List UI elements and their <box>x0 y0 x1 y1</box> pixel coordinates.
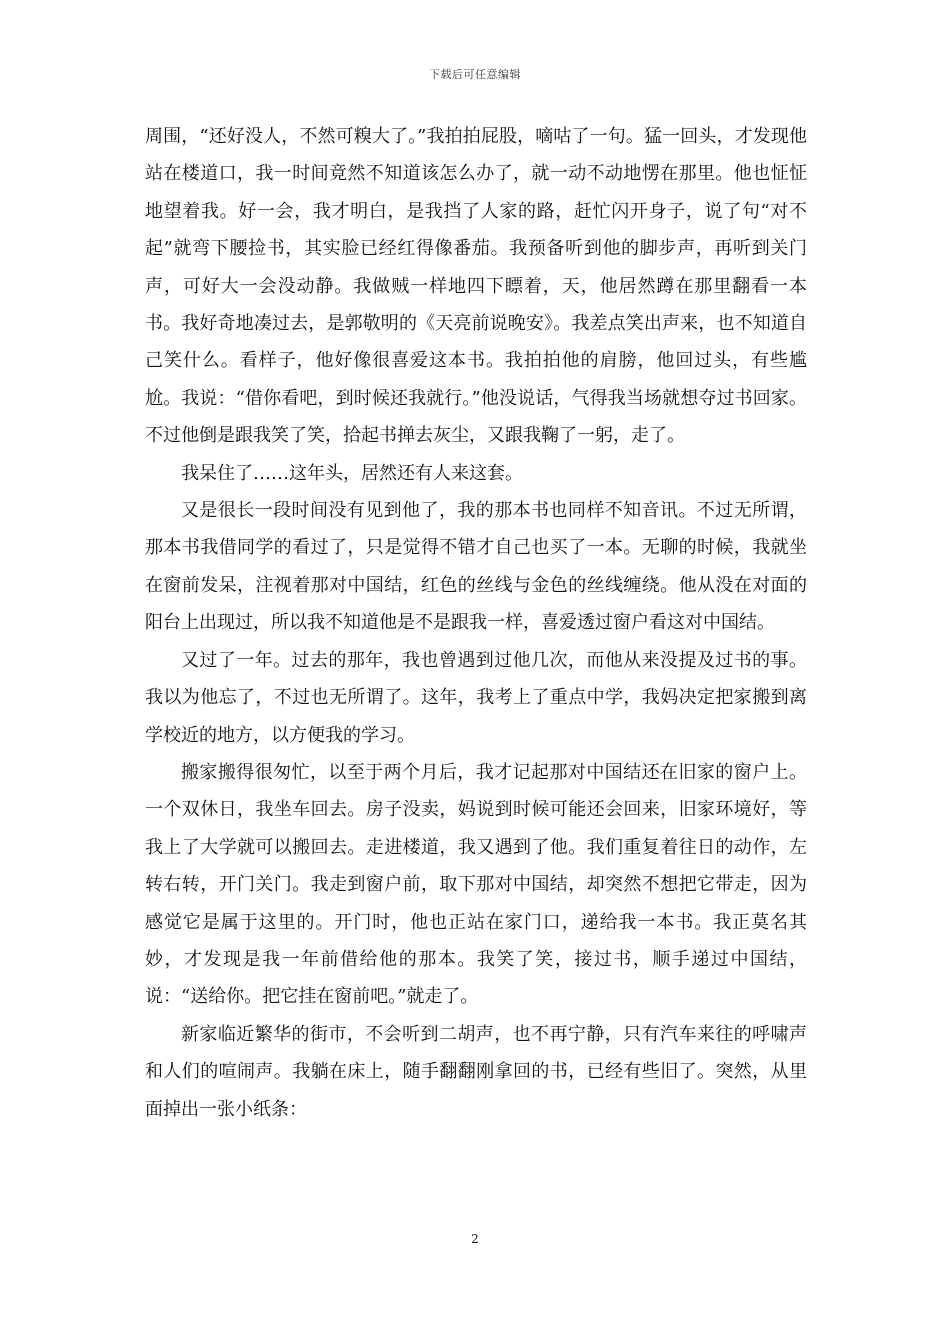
paragraph: 又是很长一段时间没有见到他了，我的那本书也同样不知音讯。不过无所谓，那本书我借同学的看过了，只是觉得不错才自己也买了一本。无聊的时候，我就坐在窗前发呆，注视着那对中国结，红色的丝线与金色的丝线缠绕。他从没在对面的阳台上出现过，所以我不知道他是不是跟我一样，喜爱透过窗户看这对中国结。 <box>145 500 807 634</box>
paragraph: 又过了一年。过去的那年，我也曾遇到过他几次，而他从来没提及过书的事。我以为他忘了，不过也无所谓了。这年，我考上了重点中学，我妈决定把家搬到离学校近的地方，以方便我的学习。 <box>145 649 807 746</box>
paragraph: 新家临近繁华的街市，不会听到二胡声，也不再宁静，只有汽车来往的呼啸声和人们的喧闹声。我躺在床上，随手翻翻刚拿回的书，已经有些旧了。突然，从里面掉出一张小纸条： <box>145 1023 807 1120</box>
paragraph: 我呆住了……这年头，居然还有人来这套。 <box>181 462 523 484</box>
page-number: 2 <box>471 1232 479 1246</box>
paragraph: 搬家搬得很匆忙，以至于两个月后，我才记起那对中国结还在旧家的窗户上。一个双休日，我坐车回去。房子没卖，妈说到时候可能还会回来，旧家环境好，等我上了大学就可以搬回去。走进楼道，我又遇到了他。我们重复着往日的动作，左转右转，开门关门。我走到窗户前，取下那对中国结，却突然不想把它带走，因为感觉它是属于这里的。开门时，他也正站在家门口，递给我一本书。我正莫名其妙，才发现是我一年前借给他的那本。我笑了笑，接过书，顺手递过中国结，说：“送给你。把它挂在窗前吧。”就走了。 <box>145 761 807 1008</box>
paragraph-continued: 周围，“还好没人，不然可糗大了。”我拍拍屁股，嘀咕了一句。猛一回头，才发现他站在楼道口，我一时间竟然不知道该怎么办了，就一动不动地愣在那里。他也怔怔地望着我。好一会，我才明白，是我挡了人家的路，赶忙闪开身子，说了句“对不起”就弯下腰捡书，其实脸已经红得像番茄。我预备听到他的脚步声，再听到关门声，可好大一会没动静。我做贼一样地四下瞟着，天，他居然蹲在那里翻看一本书。我好奇地凑过去，是郭敬明的《天亮前说晚安》。我差点笑出声来，也不知道自己笑什么。看样子，他好像很喜爱这本书。我拍拍他的肩膀，他回过头，有些尴尬。我说：“借你看吧，到时候还我就行。”他没说话，气得我当场就想夺过书回家。不过他倒是跟我笑了笑，拾起书掸去灰尘，又跟我鞠了一躬，走了。 <box>145 126 807 447</box>
page-header: 下载后可任意编辑 <box>429 68 521 81</box>
document-body <box>145 118 807 1128</box>
